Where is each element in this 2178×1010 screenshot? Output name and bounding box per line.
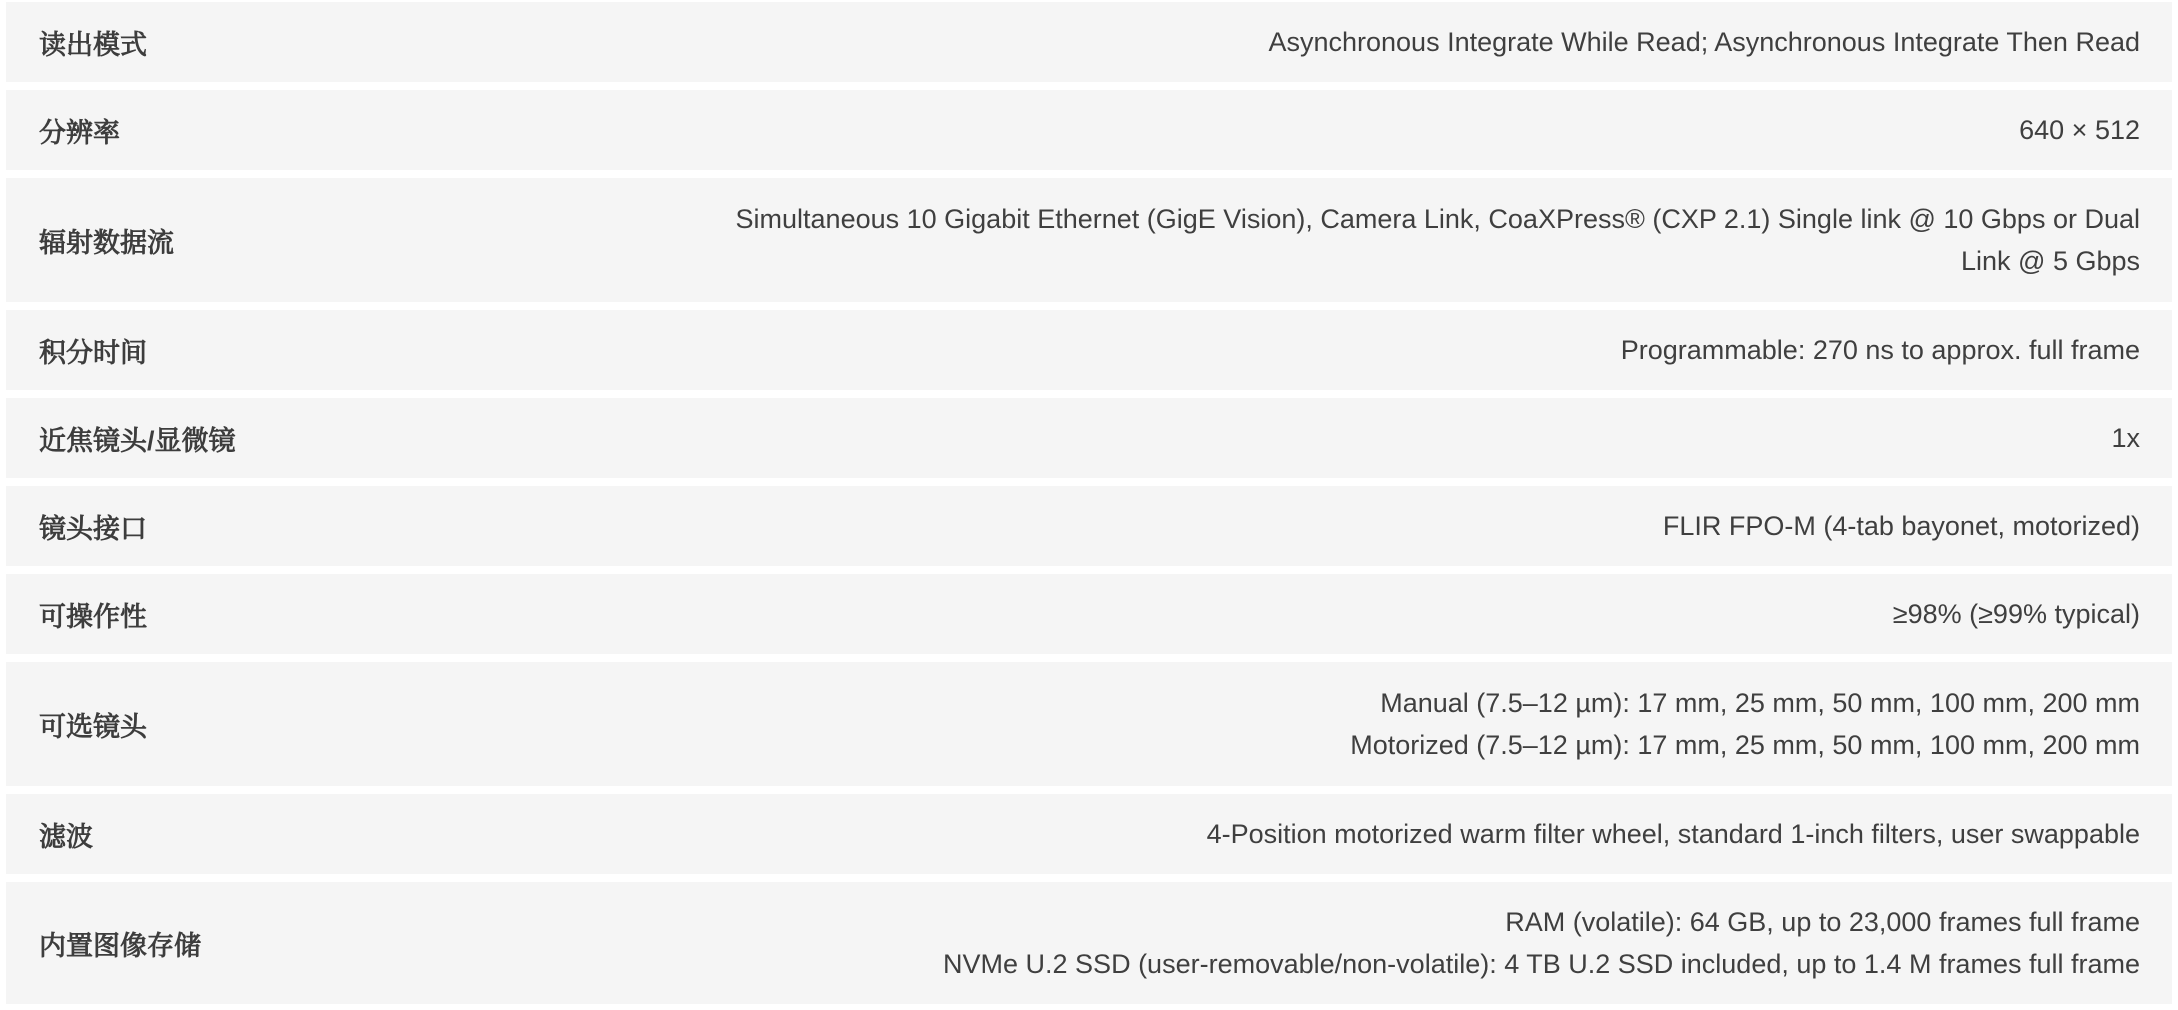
spec-value-line: Asynchronous Integrate While Read; Asynchronous Integrate Then Read [1268, 27, 2140, 57]
spec-row-readout-mode [6, 2, 2172, 82]
spec-value-line: Motorized (7.5–12 µm): 17 mm, 25 mm, 50 mm, 100 mm, 200 mm [1350, 730, 2140, 760]
spec-value-line: 640 × 512 [2019, 115, 2140, 145]
spec-value [943, 901, 2140, 985]
spec-row-optional-lenses [6, 662, 2172, 786]
spec-value [2019, 109, 2140, 151]
spec-value-line: Simultaneous 10 Gigabit Ethernet (GigE Vision), Camera Link, CoaXPress® (CXP 2.1) Single link @ 10 Gbps or Dual [735, 204, 2140, 234]
spec-label: 积分时间 [39, 337, 147, 368]
spec-row-radiometric-data-stream [6, 178, 2172, 302]
spec-value [1663, 505, 2140, 547]
spec-value [1268, 21, 2140, 63]
spec-value [1621, 329, 2140, 371]
spec-label: 可选镜头 [39, 711, 147, 742]
spec-value-line: FLIR FPO-M (4-tab bayonet, motorized) [1662, 511, 2140, 541]
spec-value-line: Link @ 5 Gbps [1961, 246, 2140, 276]
spec-value-line: ≥98% (≥99% typical) [1892, 599, 2140, 629]
spec-label: 分辨率 [39, 117, 120, 148]
spec-label: 可操作性 [39, 601, 147, 632]
spec-value [1893, 593, 2140, 635]
spec-label: 近焦镜头/显微镜 [39, 425, 236, 456]
spec-value-line: 4-Position motorized warm filter wheel, standard 1-inch filters, user swappable [1206, 819, 2140, 849]
spec-value-line: NVMe U.2 SSD (user-removable/non-volatile): 4 TB U.2 SSD included, up to 1.4 M frames full frame [943, 949, 2140, 979]
spec-value [736, 198, 2140, 282]
spec-label: 镜头接口 [39, 513, 147, 544]
spec-value-line: Programmable: 270 ns to approx. full frame [1620, 335, 2140, 365]
spec-label: 辐射数据流 [39, 227, 174, 258]
spec-row-lens-mount [6, 486, 2172, 566]
spec-value-line: RAM (volatile): 64 GB, up to 23,000 frames full frame [1505, 907, 2140, 937]
spec-value [2111, 417, 2140, 459]
spec-value-line: 1x [2111, 423, 2140, 453]
spec-value-line: Manual (7.5–12 µm): 17 mm, 25 mm, 50 mm, 100 mm, 200 mm [1380, 688, 2140, 718]
spec-value [1350, 682, 2140, 766]
spec-label: 读出模式 [39, 29, 147, 60]
spec-row-close-up-microscope [6, 398, 2172, 478]
spec-row-onboard-image-storage [6, 882, 2172, 1004]
spec-row-resolution [6, 90, 2172, 170]
spec-value [1207, 813, 2140, 855]
spec-label: 内置图像存储 [39, 930, 201, 961]
spec-row-filtering [6, 794, 2172, 874]
spec-label: 滤波 [39, 821, 93, 852]
spec-row-integration-time [6, 310, 2172, 390]
spec-row-operability [6, 574, 2172, 654]
